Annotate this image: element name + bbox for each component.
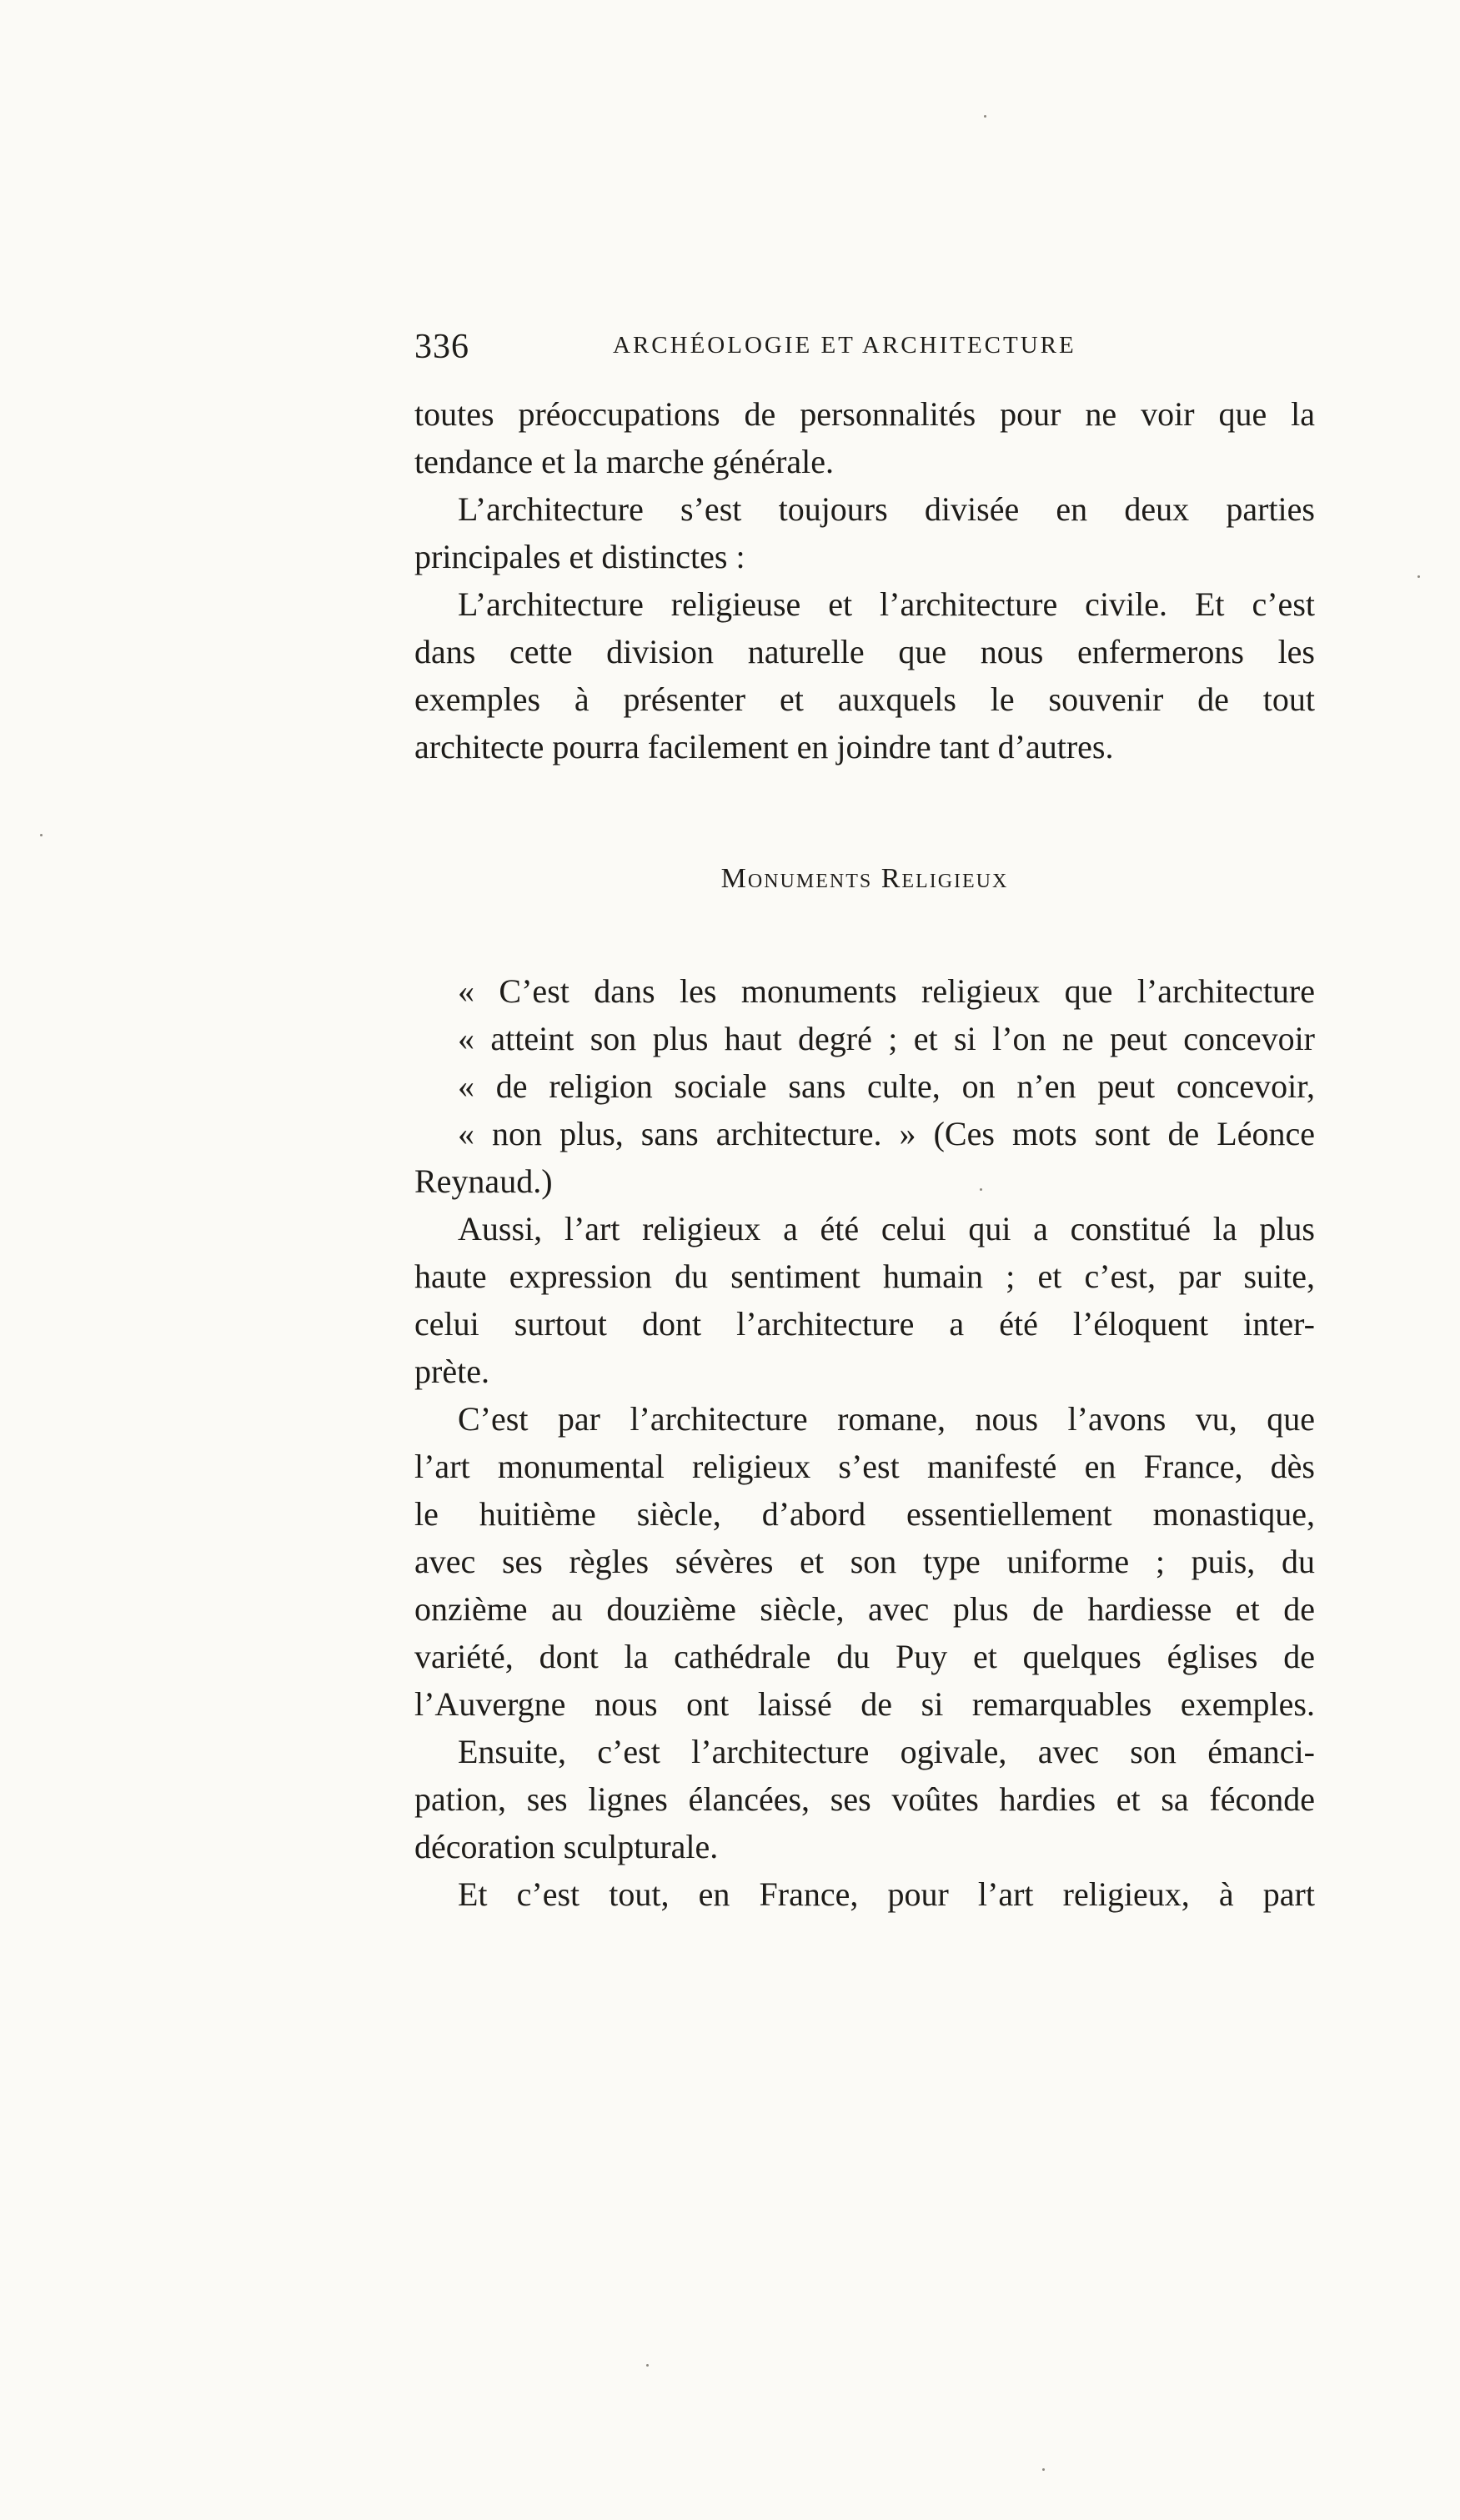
intro-paragraphs <box>414 390 1315 771</box>
text-line: « atteint son plus haut degré ; et si l’on ne peut concevoir <box>458 1020 1315 1057</box>
text-line: avec ses règles sévères et son type uniforme ; puis, du <box>414 1543 1315 1580</box>
text-line: le huitième siècle, d’abord essentiellement monastique, <box>414 1495 1315 1533</box>
paper-speck <box>984 115 986 118</box>
text-line: « C’est dans les monuments religieux que l’architecture <box>458 972 1315 1010</box>
text-line: « non plus, sans architecture. » (Ces mots sont de Léonce <box>458 1115 1315 1152</box>
text-line: Ensuite, c’est l’architecture ogivale, avec son émanci- <box>458 1733 1315 1770</box>
text-line: variété, dont la cathédrale du Puy et quelques églises de <box>414 1638 1315 1675</box>
text-line: onzième au douzième siècle, avec plus de hardiesse et de <box>414 1590 1315 1628</box>
text-line: décoration sculpturale. <box>414 1828 719 1865</box>
text-line: l’art monumental religieux s’est manifesté en France, dès <box>414 1448 1315 1485</box>
page-number: 336 <box>414 328 469 366</box>
text-line: architecte pourra facilement en joindre tant d’autres. <box>414 728 1114 766</box>
paper-speck <box>40 834 43 836</box>
paper-speck <box>980 1188 982 1191</box>
text-line: tendance et la marche générale. <box>414 443 835 480</box>
text-line: Et c’est tout, en France, pour l’art religieux, à part <box>458 1875 1315 1913</box>
paper-speck <box>1042 2468 1045 2471</box>
text-line: toutes préoccupations de personnalités pour ne voir que la <box>414 395 1315 433</box>
text-line: L’architecture s’est toujours divisée en deux parties <box>458 490 1315 528</box>
text-line: C’est par l’architecture romane, nous l’avons vu, que <box>458 1400 1315 1438</box>
text-line: « de religion sociale sans culte, on n’en peut concevoir, <box>458 1067 1315 1105</box>
text-line: principales et distinctes : <box>414 538 745 575</box>
paper-speck <box>1417 575 1420 578</box>
text-line: Reynaud.) <box>414 1162 553 1200</box>
text-line: l’Auvergne nous ont laissé de si remarquables exemples. <box>414 1685 1315 1723</box>
paper-speck <box>646 2364 649 2367</box>
text-line: L’architecture religieuse et l’architecture civile. Et c’est <box>458 585 1315 623</box>
body-paragraphs <box>414 967 1315 1918</box>
text-line: celui surtout dont l’architecture a été l’éloquent inter- <box>414 1305 1315 1343</box>
text-line: exemples à présenter et auxquels le souvenir de tout <box>414 680 1315 718</box>
text-line: haute expression du sentiment humain ; et c’est, par suite, <box>414 1257 1315 1295</box>
text-line: dans cette division naturelle que nous enfermerons les <box>414 633 1315 670</box>
page-header <box>414 327 1115 369</box>
section-heading: Monuments Religieux <box>720 863 1009 894</box>
text-line: prète. <box>414 1353 489 1390</box>
text-line: Aussi, l’art religieux a été celui qui a constitué la plus <box>458 1210 1315 1247</box>
running-title: ARCHÉOLOGIE ET ARCHITECTURE <box>613 332 1076 359</box>
text-line: pation, ses lignes élancées, ses voûtes hardies et sa féconde <box>414 1780 1315 1818</box>
